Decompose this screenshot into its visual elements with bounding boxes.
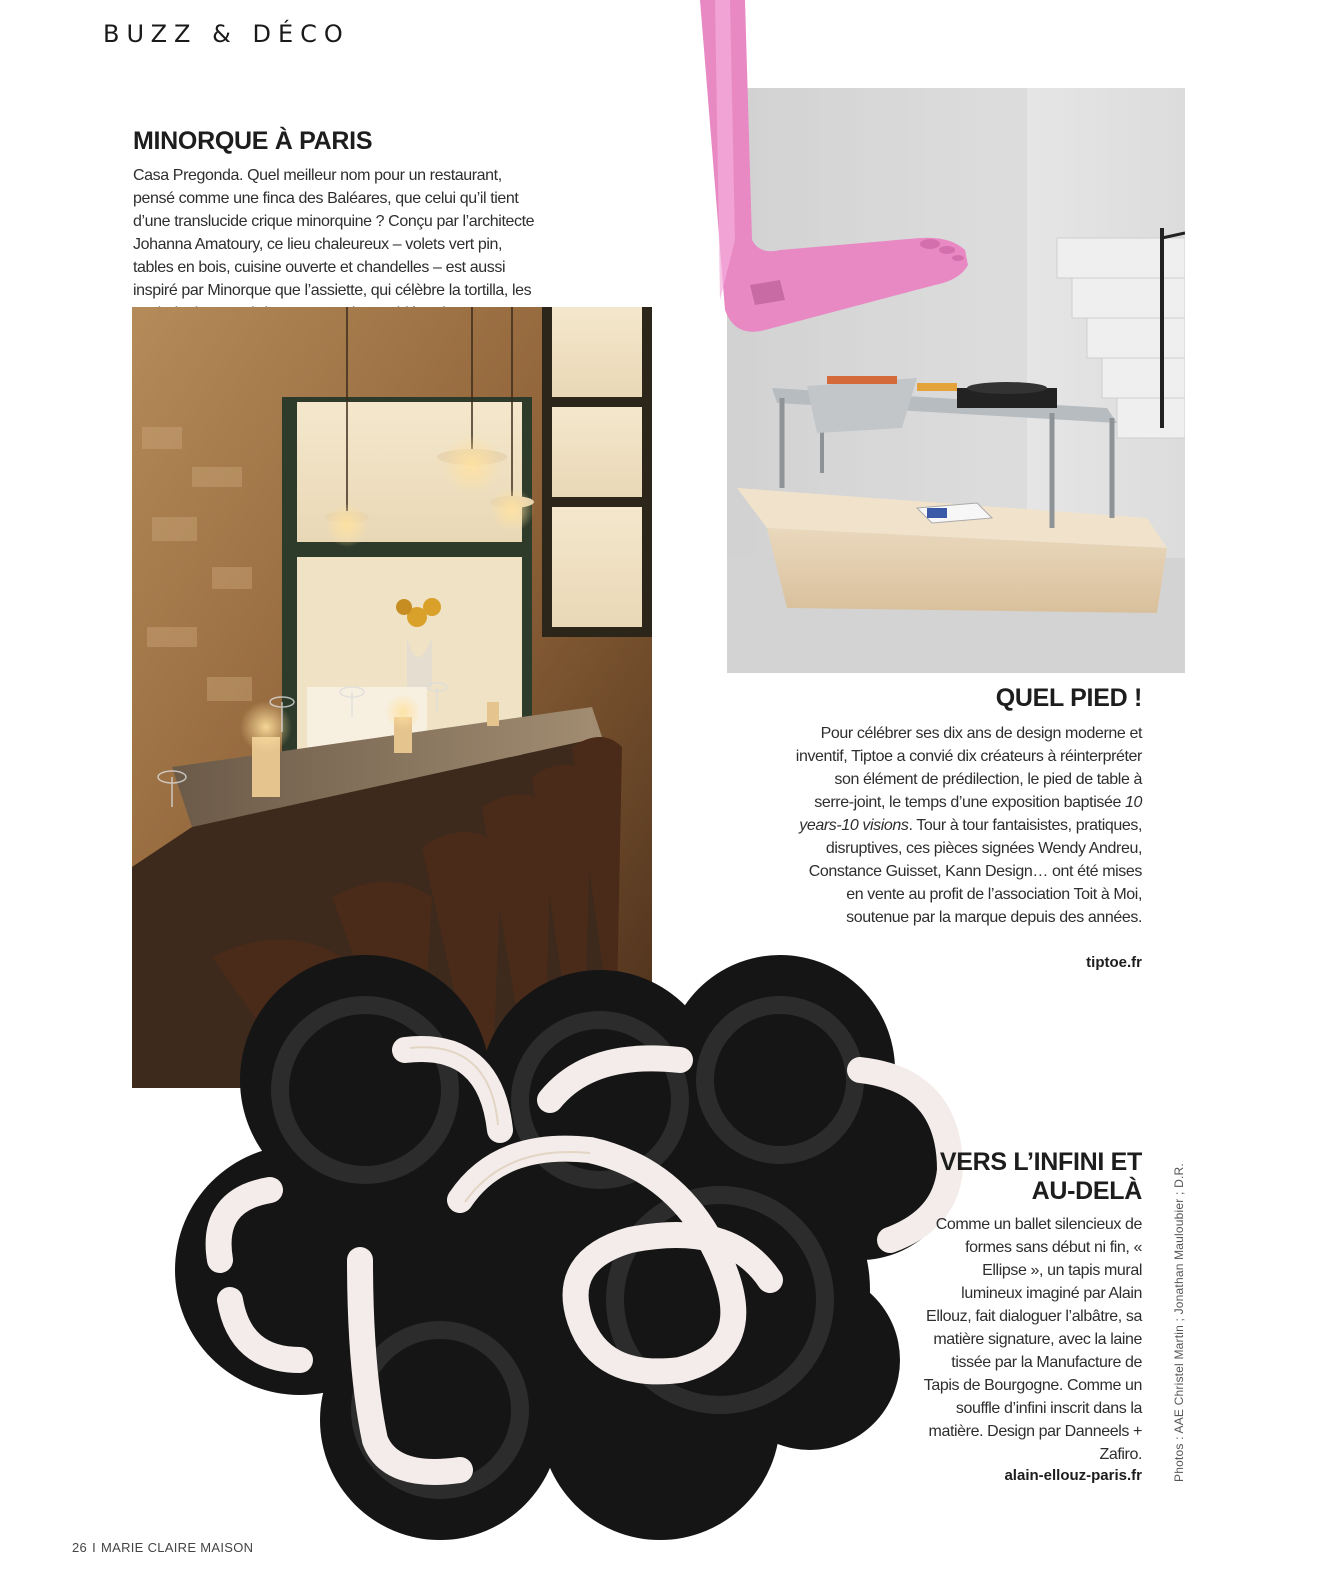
section-label: BUZZ & DÉCO <box>103 20 350 48</box>
ellipse-rug-image <box>160 940 965 1550</box>
article3-body: Comme un ballet silencieux de formes sans début ni fin, « Ellipse », un tapis mural lumineux imaginé par Alain Ellouz, fait dialoguer l’albâtre, sa matière signature, avec la laine tissée par la Manufacture de Tapis de Bourgogne. Comme un souffle d’infini inscrit dans la matière. Design par Danneels + Zafiro. <box>923 1216 1142 1463</box>
article3-title: VERS L’INFINI ET AU-DELÀ <box>939 1148 1142 1205</box>
folio-separator: I <box>92 1540 96 1555</box>
page-folio <box>72 1540 253 1555</box>
article2-body <box>792 722 1142 929</box>
page-number: 26 <box>72 1540 88 1555</box>
article2-link[interactable]: tiptoe.fr <box>1086 954 1142 971</box>
pink-foot-table-leg <box>690 0 975 340</box>
article1-title: MINORQUE À PARIS <box>133 127 373 155</box>
article3-link[interactable]: alain-ellouz-paris.fr <box>1004 1467 1142 1484</box>
article1-body: Casa Pregonda. Quel meilleur nom pour un restaurant, pensé comme une finca des Baléares, que celui qu’il tient d’une translucide crique minorquine ? Conçu par l’architecte Johanna Amatoury, ce lieu chaleureux – volets vert pin, tables en bois, cuisine ouverte et chandelles – est aussi inspiré par Minorque que l’assiette, qui célèbre la tortilla, les <box>133 167 535 299</box>
magazine-name: MARIE CLAIRE MAISON <box>100 1540 254 1555</box>
article2-title: QUEL PIED ! <box>995 684 1142 712</box>
article2-body-start: Pour célébrer ses dix ans de design moderne et inventif, Tiptoe a convié dix créateurs à réinterpréter son élément de prédilection, le pied de table à serre-joint, le temps d’une exposition baptisée <box>795 725 1142 811</box>
exhibition-name: 10 years-10 visions <box>799 794 1142 834</box>
photo-credit: Photos : AAE Christel Martin ; Jonathan Mauloubier ; D.R. <box>1172 1163 1186 1482</box>
article2-body-end: . Tour à tour fantaisistes, pratiques, disruptives, ces pièces signées Wendy Andreu, Constance Guisset, Kann Design… ont été mises en vente au profit de l’association Toit à Moi, soutenue par la marque depuis des années. <box>808 817 1142 926</box>
